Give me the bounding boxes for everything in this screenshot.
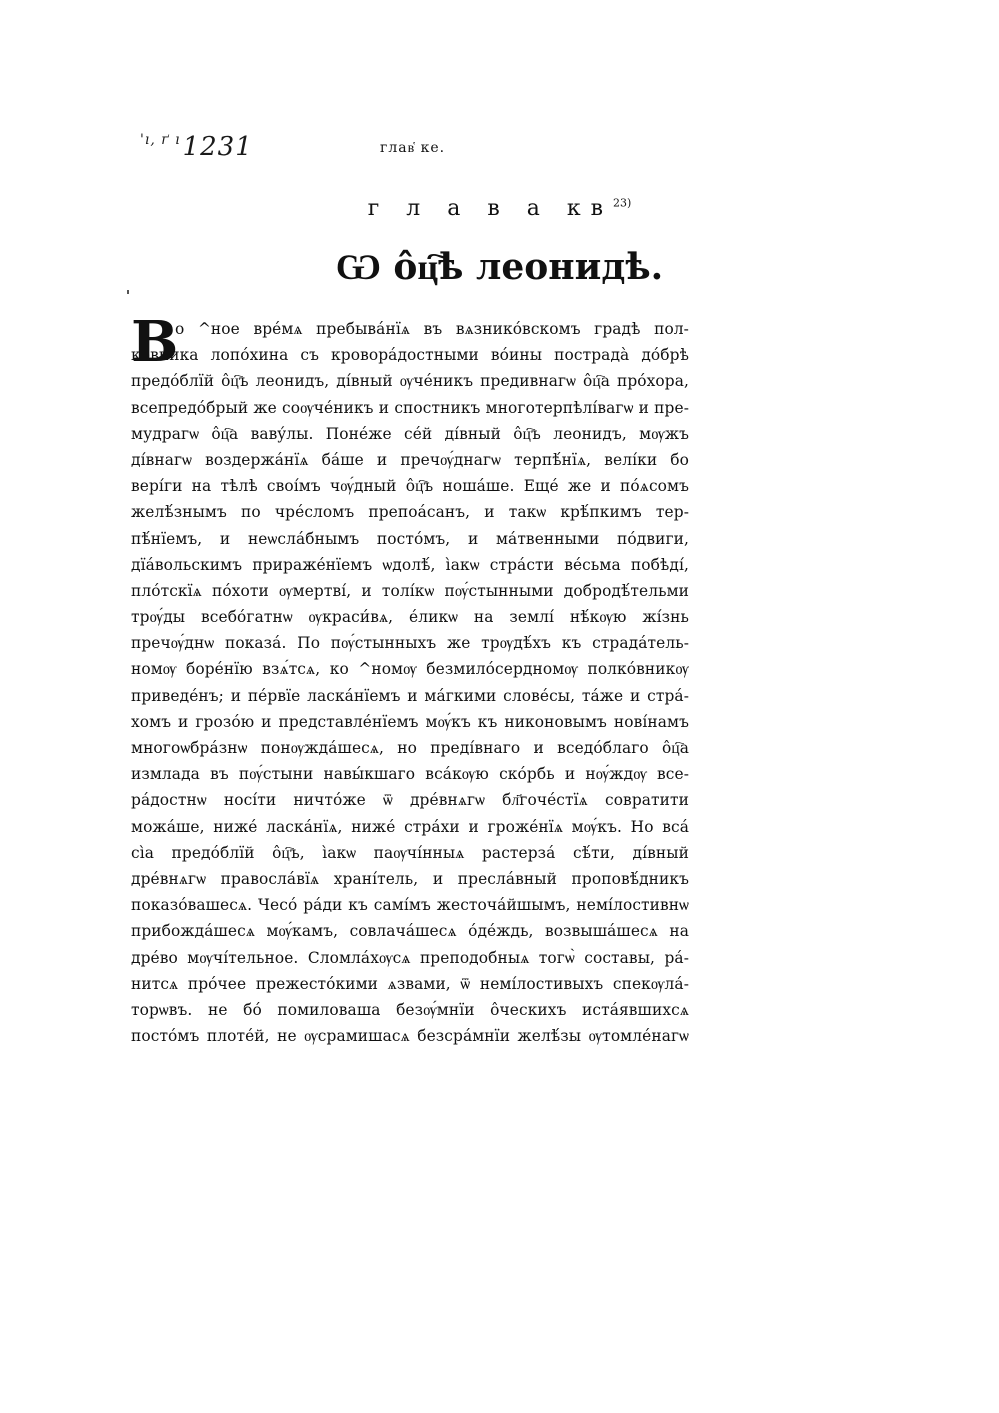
text-line: рáдостнѡ носíти ничтóже ѿ дрéвнѧгѡ бл҃гочéстїѧ совратити	[131, 791, 689, 810]
text-line: многоѡбрáзнѡ понѹждáшесѧ, но предíвнаго и вседóблаго ôц҇а	[131, 739, 689, 757]
text-line: прибождáшесѧ мѹ́камъ, совлачáшесѧ óдéждь, возвышáшесѧ на	[131, 922, 689, 941]
text-line: дрéво мѹчíтельное. Сломлáхѹсѧ преподобныѧ тогѡ̀ составы, рá-	[131, 948, 689, 967]
text-line: хомъ и грозóю и представлéнїемъ мѹ́къ къ никоновымъ новíнамъ	[131, 712, 689, 731]
chapter-heading-text: г л а в а кв	[367, 196, 613, 221]
text-line: о ^ное врéмѧ пребывáнїѧ въ вѧзникóвскомъ градѣ пол-	[175, 320, 689, 338]
text-line: пречѹ́днѡ показá. По пѹ́стынныхъ же трѹдѣ́хъ къ страдáтель-	[131, 634, 689, 653]
text-line: нитсѧ прóчее прежестóкими ѧзвами, ѿ немíлостивыхъ спекѹлá-	[131, 974, 689, 993]
folio-marks: 'ı, ґ ı	[140, 132, 181, 148]
text-line: мудрагѡ ôц҇а вавýлы. Понéже сéй дíвный ôц҇ъ леонидъ, мѹжъ	[131, 424, 689, 443]
text-line: торѡвъ. не бó помиловаша безѹ́мнїи ôческихъ истáявшихсѧ	[131, 1000, 689, 1019]
text-line: дїáвольскимъ приражéнїемъ ѡдолѣ́, ìакѡ стрáсти вéсьма побѣдí,	[131, 555, 689, 574]
text-line: плóтскїѧ пóхоти ѹмертвí, и толíкѡ пѹ́стынными добродѣ́тельми	[131, 581, 689, 600]
folio-number-text: 1231	[182, 132, 253, 162]
text-line: можáше, нижé ласкáнїѧ, нижé стрáхи и грожéнїѧ мѹ́къ. Но всá	[131, 817, 689, 836]
running-head: глав҅ ке.	[380, 140, 446, 156]
text-line: приведéнъ; и пéрвїе ласкáнїемъ и мáгкими словéсы, тáже и стрá-	[131, 686, 689, 705]
text-line: показóвашесѧ. Чесó рáди къ самíмъ жесточáйшымъ, немíлостивнѡ	[131, 896, 689, 915]
text-line: номѹ борéнїю взѧ́тсѧ, ко ^номѹ безмилóсердномѹ полкóвникѹ	[131, 660, 689, 679]
margin-mark	[127, 290, 129, 294]
text-line: дрéвнѧгѡ правослáвїѧ хранíтель, и преслáвный проповѣ́дникъ	[131, 869, 689, 888]
text-line: кóвника лопóхина съ кроворáдостными вóины пострада̀ дóбрѣ	[131, 346, 689, 365]
text-line: измлада въ пѹ́стыни навы́кшаго всáкѹю скóрбь и нѹ́ждѹ все-	[131, 765, 689, 784]
text-line: постóмъ плотéй, не ѹсрамишасѧ безсрáмнїи желѣ́зы ѹтомлéнагѡ	[131, 1027, 689, 1046]
text-line: сìа предóблїй ôц҇ъ, ìакѡ паѹчíнныѧ растерзá сѣ́ти, дíвный	[131, 843, 689, 862]
body-text	[131, 309, 689, 1049]
text-line: предóблїй ôц҇ъ леонидъ, дíвный ѹчéникъ предивнагѡ ôц҇а прóхора,	[131, 372, 689, 391]
text-line: дíвнагѡ воздержáнїѧ бáше и пречѹ́днагѡ терпѣ́нїѧ, велíки бо	[131, 450, 689, 469]
text-line: пѣ́нїемъ, и неѡслáбнымъ постóмъ, и мáтвенными пóдвиги,	[131, 529, 689, 548]
footnote-ref: 23)	[612, 196, 632, 210]
text-line: верíги на тѣлѣ своíмъ чѹ́дный ôц҇ъ ношáше. Ещé же и пóѧсомъ	[131, 477, 689, 496]
text-line: трѹ́ды всебóгатнѡ ѹкраси́вѧ, éликѡ на землí нѣ́кѹю жíзнь	[131, 608, 689, 627]
folio-number	[140, 132, 253, 162]
text-line: желѣ́знымъ по чрéсломъ препоáсанъ, и такѡ крѣ́пкимъ тер-	[131, 503, 689, 522]
text-line: всепредóбрый же соѹчéникъ и спостникъ многотерпѣлíвагѡ и пре-	[131, 398, 689, 417]
chapter-heading	[0, 196, 999, 221]
drop-cap: В	[131, 309, 179, 375]
chapter-title: Ѡ ôц҇ѣ леонидѣ.	[335, 246, 664, 288]
